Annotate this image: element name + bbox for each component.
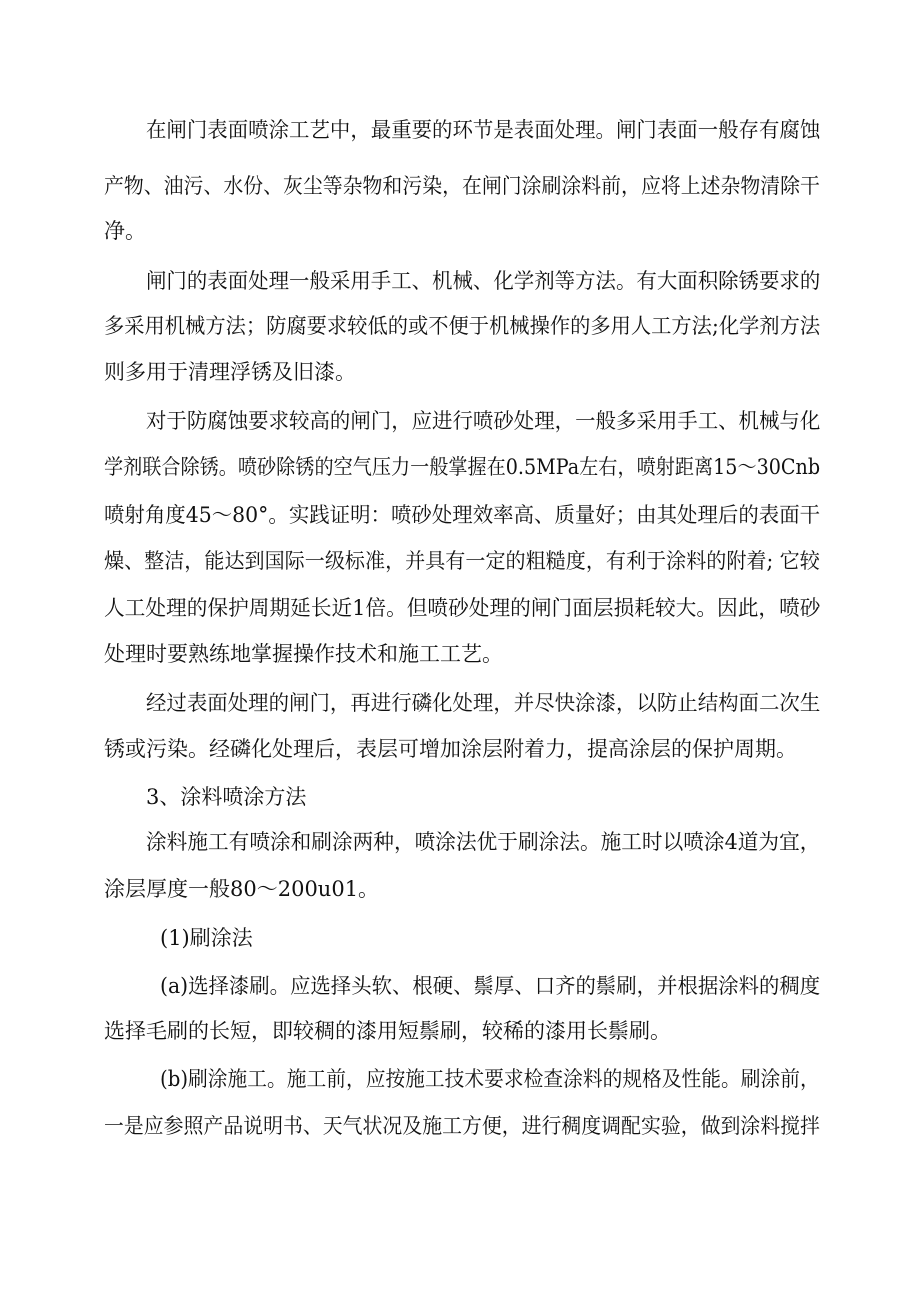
text-line: 产物、油污、水份、灰尘等杂物和污染，在闸门涂刷涂料前，应将上述杂物清除干 [104,174,820,198]
text-line: 燥、整洁，能达到国际一级标准，并具有一定的粗糙度，有利于涂料的附着; 它较 [104,549,820,573]
text-line: 涂料施工有喷涂和刷涂两种，喷涂法优于刷涂法。施工时以喷涂4道为宜， [146,830,821,854]
text-line: 则多用于清理浮锈及旧漆。 [104,360,356,384]
text-line: 在闸门表面喷涂工艺中，最重要的环节是表面处理。闸门表面一般存有腐蚀 [146,118,821,142]
text-line: 锈或污染。经磷化处理后，表层可增加涂层附着力，提高涂层的保护周期。 [104,737,797,761]
text-line: 涂层厚度一般80～200u01。 [104,877,380,901]
text-line: 喷射角度45～80°。实践证明：喷砂处理效率高、质量好；由其处理后的表面干 [104,503,821,527]
subsection-heading: (1)刷涂法 [160,926,253,950]
text-line: 学剂联合除锈。喷砂除锈的空气压力一般掌握在0.5MPa左右，喷射距离15～30Cnb [104,455,821,479]
text-line: 多采用机械方法；防腐要求较低的或不便于机械操作的多用人工方法;化学剂方法 [104,314,821,338]
text-line: 一是应参照产品说明书、天气状况及施工方便，进行稠度调配实验，做到涂料搅拌 [104,1114,820,1138]
text-line: 人工处理的保护周期延长近1倍。但喷砂处理的闸门面层损耗较大。因此，喷砂 [104,596,821,620]
text-line: (b)刷涂施工。施工前，应按施工技术要求检查涂料的规格及性能。刷涂前， [160,1067,820,1091]
text-line: 处理时要熟练地掌握操作技术和施工工艺。 [104,642,503,666]
text-line: 经过表面处理的闸门，再进行磷化处理，并尽快涂漆，以防止结构面二次生 [146,691,821,715]
text-line: 对于防腐蚀要求较高的闸门，应进行喷砂处理，一般多采用手工、机械与化 [146,409,821,433]
text-line: (a)选择漆刷。应选择头软、根硬、鬃厚、口齐的鬃刷，并根据涂料的稠度 [160,974,821,998]
section-heading: 3、涂料喷涂方法 [146,785,307,809]
text-line: 闸门的表面处理一般采用手工、机械、化学剂等方法。有大面积除锈要求的 [146,269,821,293]
text-line: 选择毛刷的长短，即较稠的漆用短鬃刷，较稀的漆用长鬃刷。 [104,1019,671,1043]
text-line: 净。 [104,219,146,243]
